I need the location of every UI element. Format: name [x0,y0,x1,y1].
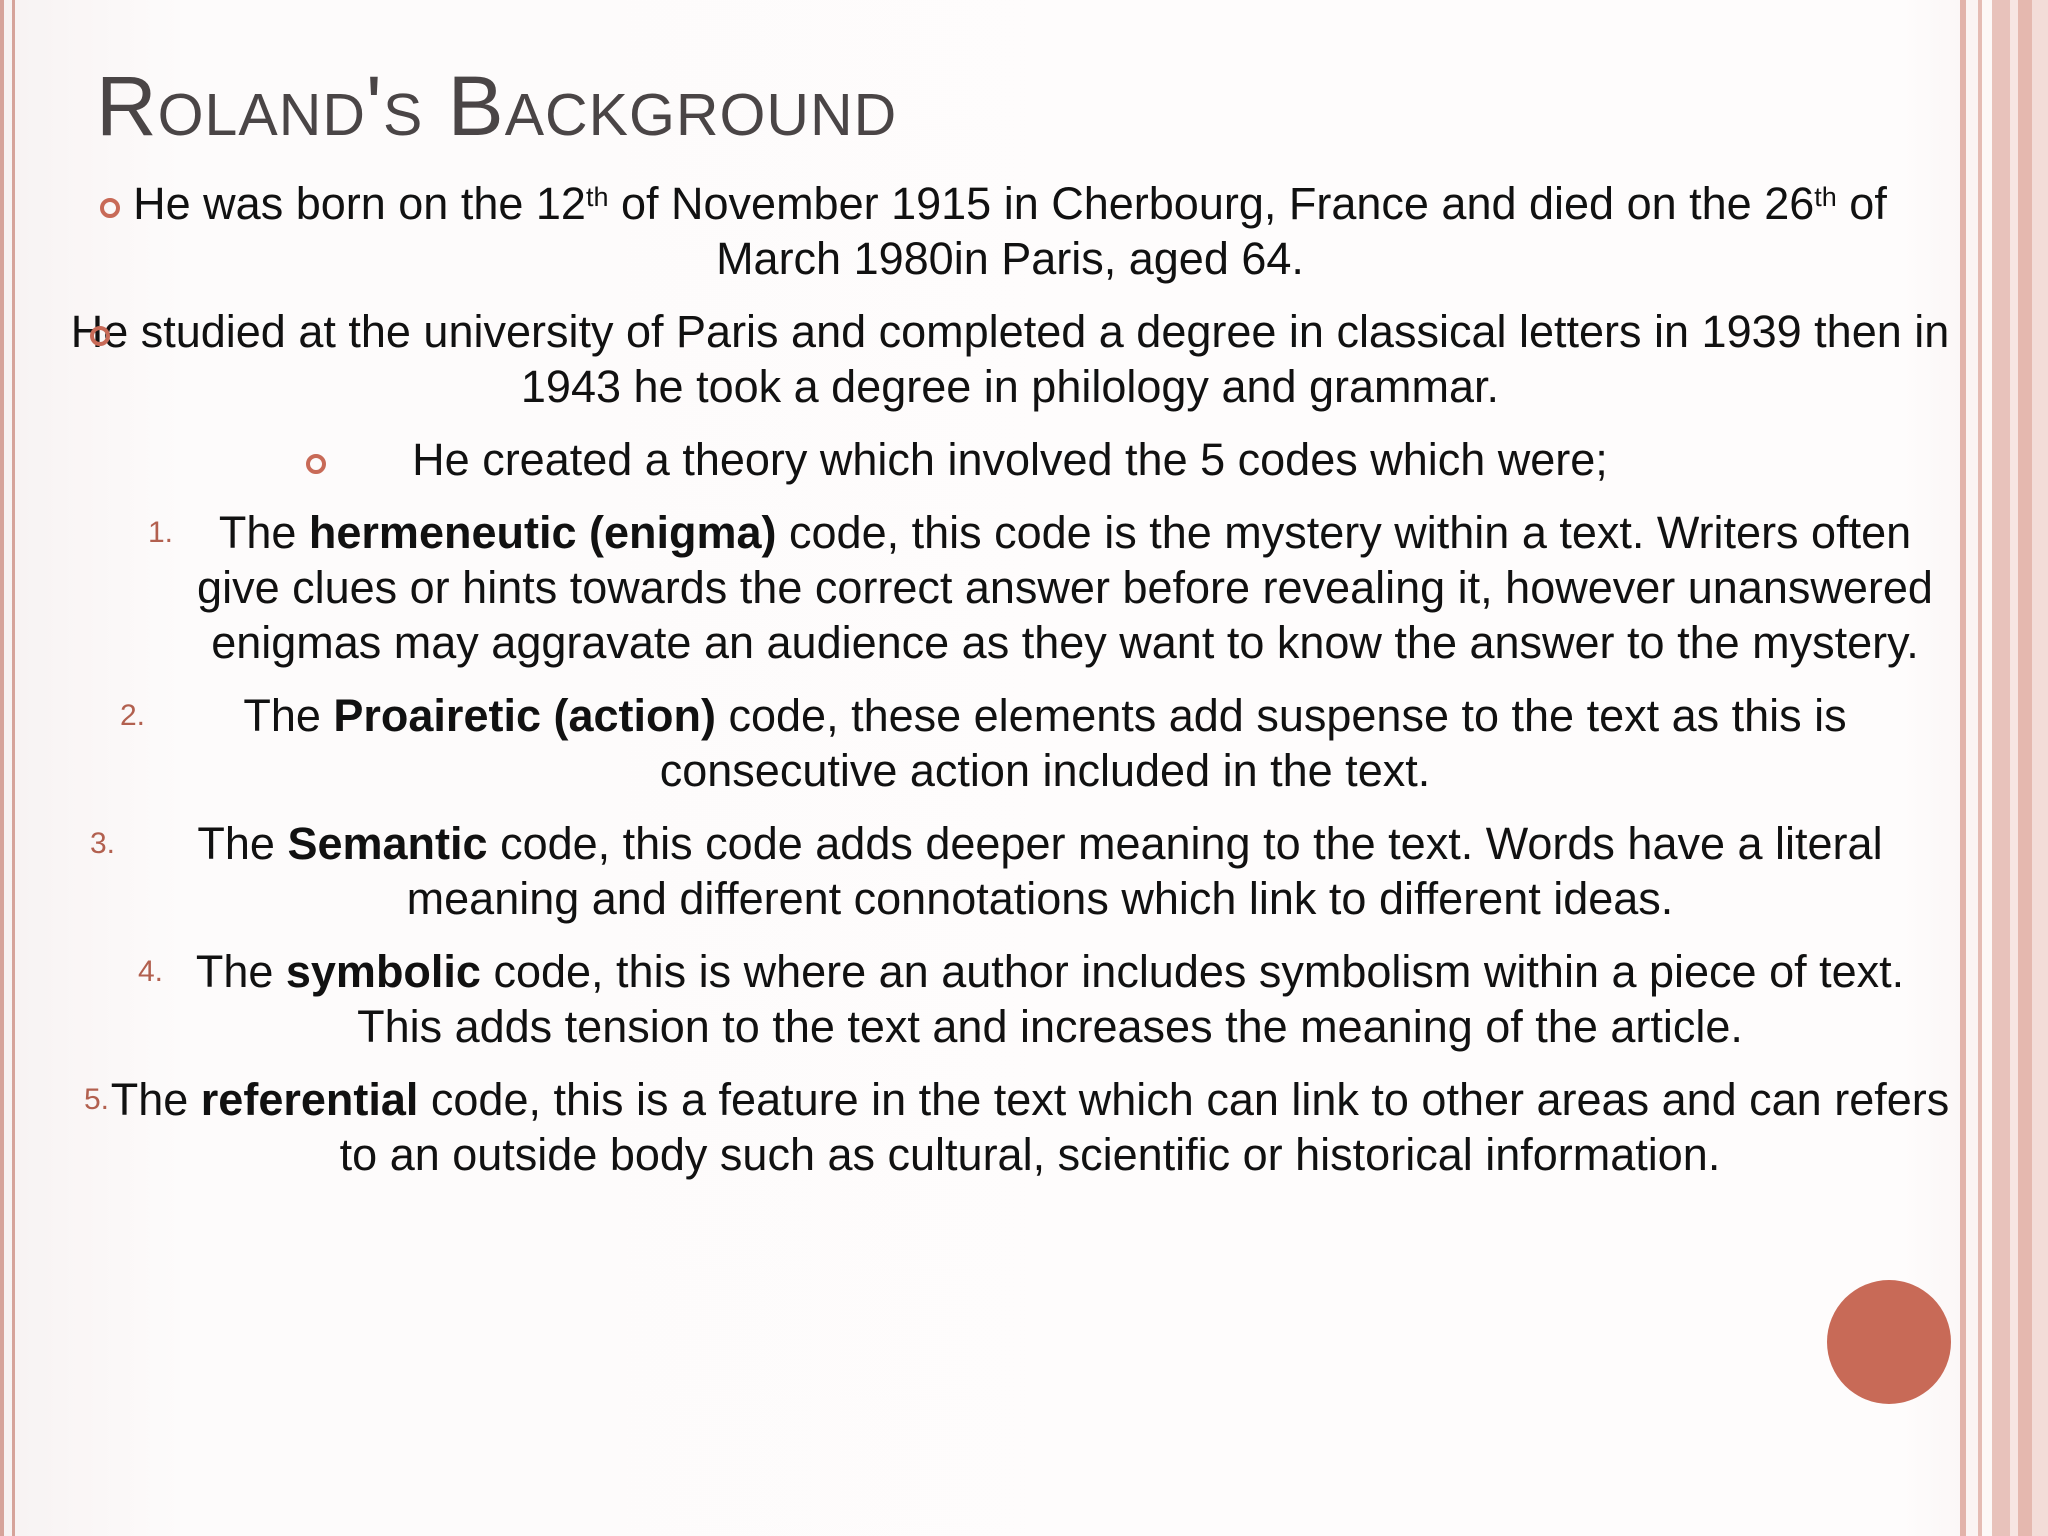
bullet-theory [70,432,1950,487]
bullet-text: of November 1915 in Cherbourg, France and died on the 26 [608,178,1815,229]
code-name: referential [200,1074,419,1125]
list-number: 1. [148,516,174,549]
code-item [70,505,1950,670]
code-description: code, this is where an author includes symbolism within a piece of text. This adds tension to the text and increases the meaning of the article. [357,946,1905,1052]
left-border-rule-inner [12,0,15,1536]
bullet-text: He was born on the 12 [133,178,586,229]
bullet-education [70,304,1950,414]
code-item [70,1072,1950,1182]
code-name: symbolic [285,946,481,997]
code-name: Proairetic (action) [333,690,716,741]
code-item [70,816,1950,926]
superscript: th [1814,182,1837,212]
superscript: th [585,182,609,212]
code-lead: The [110,1074,201,1125]
ring-bullet-icon [100,198,120,218]
bullet-text: He studied at the university of Paris and completed a degree in classical letters in 1939 then in 1943 he took a degree in philology and grammar. [70,306,1950,412]
code-name: Semantic [287,818,488,869]
left-border-rule [0,0,4,1536]
right-border-band [2032,0,2048,1536]
right-border-band [2010,0,2018,1536]
slide-title: Roland's Background [96,59,898,153]
bullet-text: of March 1980in Paris, aged 64. [716,178,1887,284]
list-number: 4. [138,955,164,988]
code-lead: The [195,946,286,997]
bullet-birth [70,176,1950,286]
right-border-band [1982,0,1992,1536]
code-lead: The [218,507,309,558]
code-item [70,944,1950,1054]
code-item [70,688,1950,798]
code-name: hermeneutic (enigma) [308,507,777,558]
ring-bullet-icon [90,326,110,346]
decorative-circle [1827,1280,1951,1404]
list-number: 3. [90,827,116,860]
code-description: code, this is a feature in the text which can link to other areas and can refers to an outside body such as cultural, scientific or historical information. [339,1074,1950,1180]
ring-bullet-icon [306,454,326,474]
right-border-band [1966,0,1978,1536]
list-number: 2. [120,699,146,732]
code-description: code, this code is the mystery within a text. Writers often give clues or hints towards the correct answer before revealing it, however unanswered enigmas may aggravate an audience as they want to know the answer to the mystery. [197,507,1933,668]
slide-content [70,176,1950,1182]
code-lead: The [243,690,334,741]
bullet-text: He created a theory which involved the 5 codes which were; [412,434,1608,485]
code-description: code, these elements add suspense to the text as this is consecutive action included in the text. [659,690,1847,796]
right-border-band [1992,0,2010,1536]
list-number: 5. [84,1083,110,1116]
code-description: code, this code adds deeper meaning to the text. Words have a literal meaning and different connotations which link to different ideas. [406,818,1883,924]
right-border-band [2018,0,2032,1536]
code-lead: The [197,818,288,869]
